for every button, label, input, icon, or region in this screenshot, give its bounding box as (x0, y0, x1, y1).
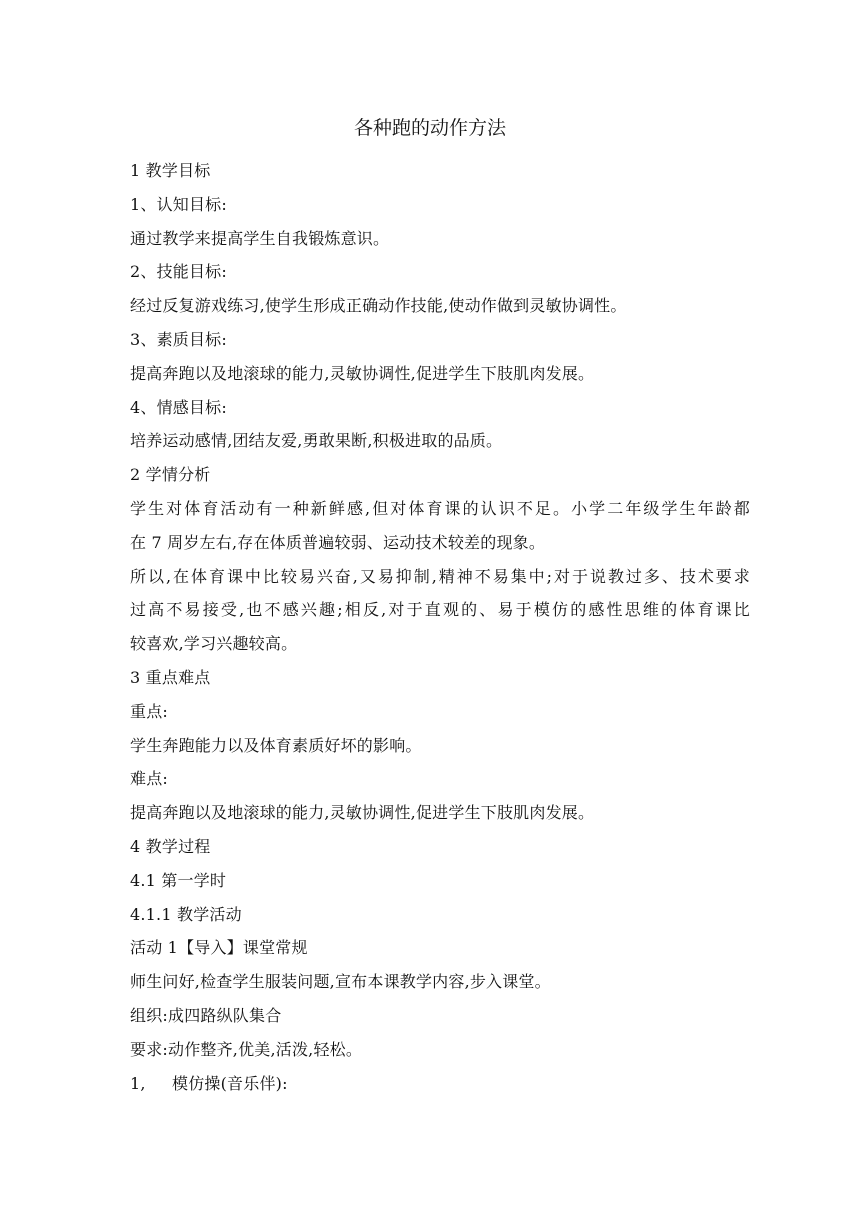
paragraph-requirements: 要求:动作整齐,优美,活泼,轻松。 (130, 1039, 363, 1059)
activity-title: 活动 1【导入】课堂常规 (130, 938, 308, 958)
list-item-imitation-exercise (130, 1067, 750, 1101)
heading-teaching-process: 4 教学过程 (130, 836, 211, 856)
subheading-skill-goal: 2、技能目标: (130, 262, 227, 282)
subheading-teaching-activity: 4.1.1 教学活动 (130, 904, 242, 924)
document-title: 各种跑的动作方法 (353, 117, 506, 139)
heading-teaching-goals: 1 教学目标 (130, 161, 211, 180)
subheading-quality-goal: 3、素质目标: (130, 329, 227, 349)
heading-key-difficulties: 3 重点难点 (130, 667, 211, 687)
paragraph-quality-goal: 提高奔跑以及地滚球的能力,灵敏协调性,促进学生下肢肌肉发展。 (130, 363, 595, 383)
paragraph-key-point: 学生奔跑能力以及体育素质好坏的影响。 (130, 735, 422, 755)
paragraph-student-analysis-line: 在 7 周岁左右,存在体质普遍较弱、运动技术较差的现象。 (130, 532, 546, 552)
paragraph-activity-description: 师生问好,检查学生服装问题,宣布本课教学内容,步入课堂。 (130, 972, 551, 992)
paragraph-student-analysis-line: 较喜欢,学习兴趣较高。 (130, 634, 298, 654)
paragraph-cognitive-goal: 通过教学来提高学生自我锻炼意识。 (130, 228, 390, 248)
paragraph-organization: 组织:成四路纵队集合 (130, 1005, 282, 1025)
list-item-text: 模仿操(音乐伴): (172, 1073, 288, 1093)
document-body (130, 154, 750, 1100)
paragraph-student-analysis-line: 过高不易接受,也不感兴趣;相反,对于直观的、易于模仿的感性思维的体育课比 (130, 600, 750, 620)
label-difficulty: 难点: (130, 769, 168, 789)
paragraph-emotion-goal: 培养运动感情,团结友爱,勇敢果断,积极进取的品质。 (130, 431, 503, 451)
subheading-first-period: 4.1 第一学时 (130, 870, 227, 890)
label-key-point: 重点: (130, 701, 168, 721)
paragraph-difficulty: 提高奔跑以及地滚球的能力,灵敏协调性,促进学生下肢肌肉发展。 (130, 803, 595, 823)
paragraph-student-analysis-line: 学生对体育活动有一种新鲜感,但对体育课的认识不足。小学二年级学生年龄都 (130, 498, 750, 518)
list-item-number: 1, (130, 1073, 146, 1093)
paragraph-skill-goal: 经过反复游戏练习,使学生形成正确动作技能,使动作做到灵敏协调性。 (130, 296, 627, 316)
subheading-emotion-goal: 4、情感目标: (130, 397, 227, 417)
paragraph-student-analysis-line: 所以,在体育课中比较易兴奋,又易抑制,精神不易集中;对于说教过多、技术要求 (130, 566, 750, 586)
subheading-cognitive-goal: 1、认知目标: (130, 194, 227, 214)
heading-student-analysis: 2 学情分析 (130, 465, 211, 485)
